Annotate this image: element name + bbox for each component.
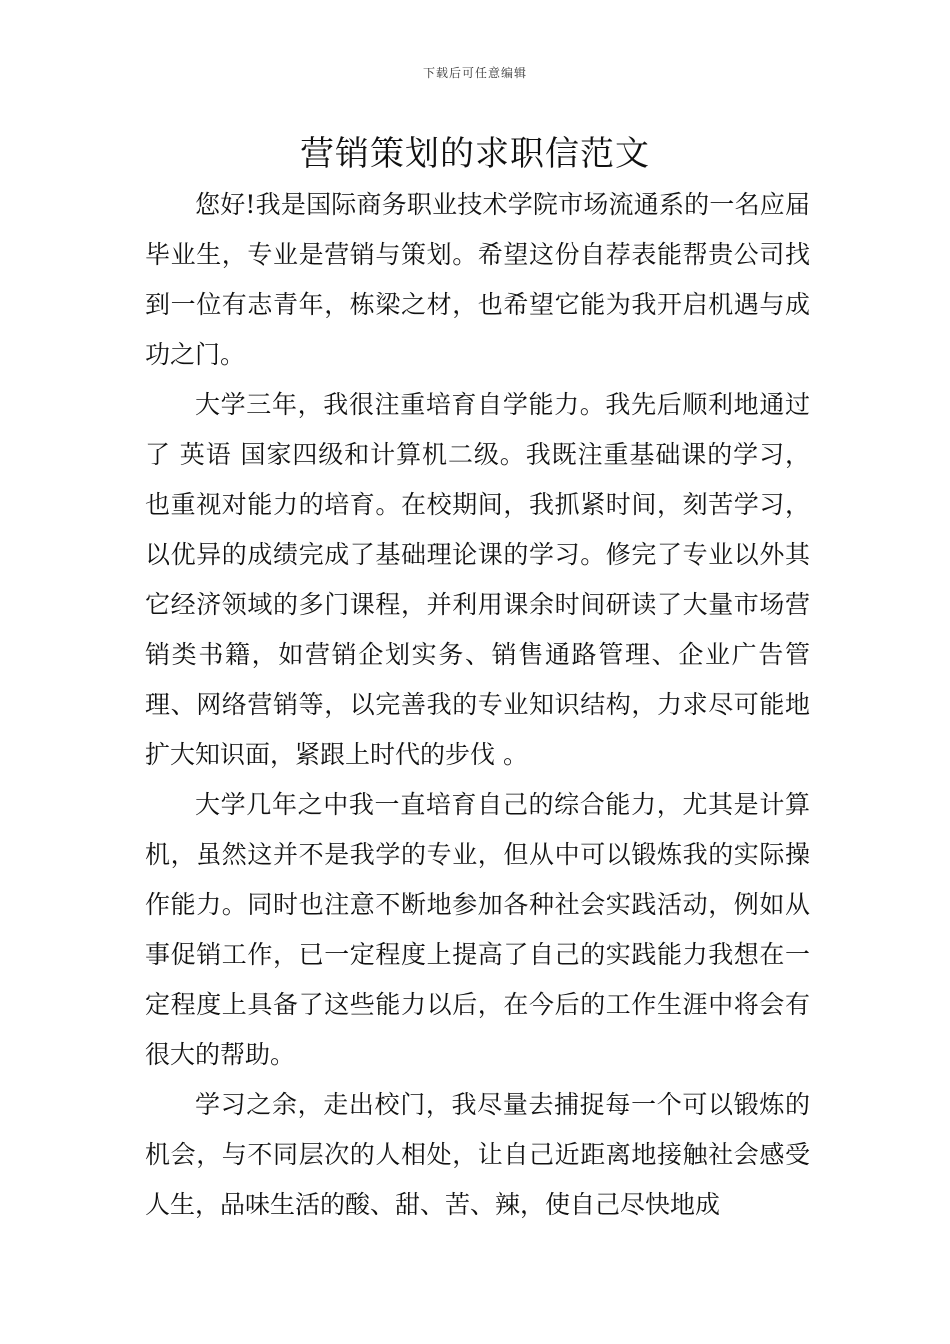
paragraph-3: 大学几年之中我一直培育自己的综合能力，尤其是计算机，虽然这并不是我学的专业，但从中可以锻炼我的实际操作能力。同时也注意不断地参加各种社会实践活动，例如从事促销工作，已一定程度上提高了自己的实践能力我想在一定程度上具备了这些能力以后，在今后的工作生涯中将会有很大的帮助。 <box>145 790 810 1069</box>
paragraph-4: 学习之余，走出校门，我尽量去捕捉每一个可以锻炼的机会，与不同层次的人相处，让自己近距离地接触社会感受人生，品味生活的酸、甜、苦、辣，使自己尽快地成 <box>145 1090 810 1219</box>
letter-body <box>145 180 810 1230</box>
document-title: 营销策划的求职信范文 <box>300 134 650 174</box>
paragraph-1: 您好!我是国际商务职业技术学院市场流通系的一名应届毕业生，专业是营销与策划。希望这份自荐表能帮贵公司找到一位有志青年，栋梁之材，也希望它能为我开启机遇与成功之门。 <box>145 190 810 369</box>
paragraph-2: 大学三年，我很注重培育自学能力。我先后顺利地通过了 英语 国家四级和计算机二级。我既注重基础课的学习，也重视对能力的培育。在校期间，我抓紧时间，刻苦学习，以优异的成绩完成了基础理论课的学习。修完了专业以外其它经济领域的多门课程，并利用课余时间研读了大量市场营销类书籍，如营销企划实务、销售通路管理、企业广告管理、网络营销等，以完善我的专业知识结构，力求尽可能地扩大知识面，紧跟上时代的步伐 。 <box>145 390 810 769</box>
header-note: 下载后可任意编辑 <box>422 66 527 80</box>
